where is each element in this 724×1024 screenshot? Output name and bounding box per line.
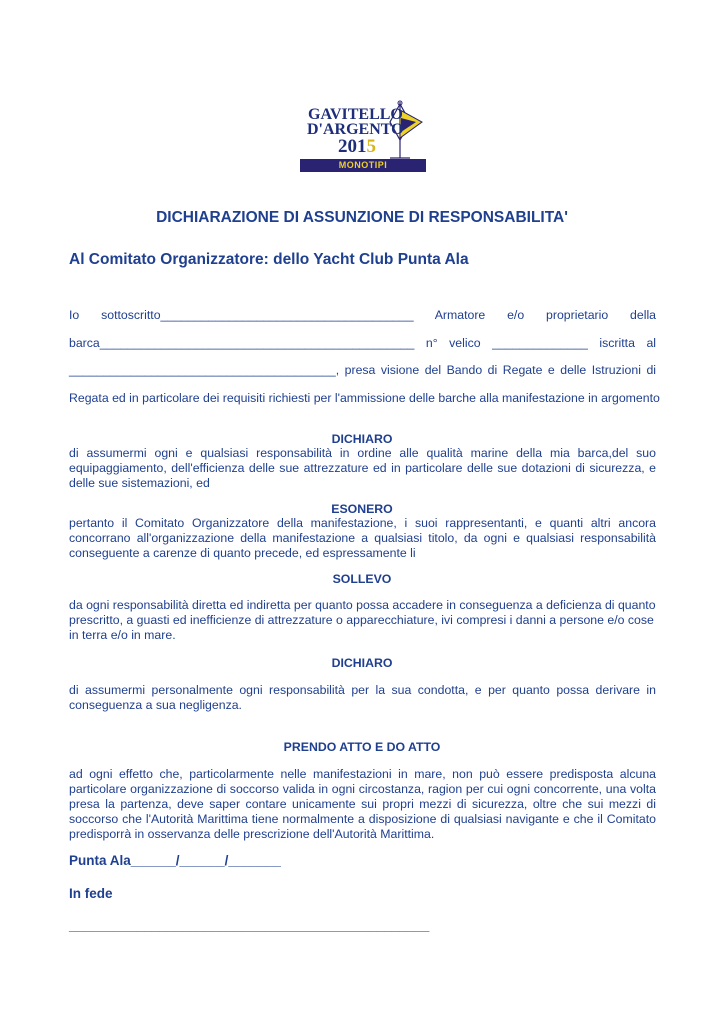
section-heading-sollevo: SOLLEVO xyxy=(332,572,392,586)
logo-banner-text: MONOTIPI xyxy=(338,160,388,170)
document-subtitle: Al Comitato Organizzatore: dello Yacht Club Punta Ala xyxy=(69,251,469,268)
form-line-1: Io sottoscritto_____________________________________ Armatore e/o proprietario della xyxy=(69,308,657,322)
section-heading-esonero: ESONERO xyxy=(331,502,393,516)
section-text-dichiaro-2: di assumermi personalmente ogni responsabilità per la sua condotta, e per quanto possa derivare in conseguenza a sua negligenza. xyxy=(69,683,656,712)
place-date-field[interactable]: Punta Ala______/______/_______ xyxy=(69,853,281,868)
section-text-prendo-atto: ad ogni effetto che, particolarmente nelle manifestazioni in mare, non può essere predisposta alcuna particolare organizzazione di soccorso valida in ogni circostanza, ragion per cui ogni concorrente, una volta presa la partenza, deve saper contare unicamente sui propri mezzi di sicurezza, oltre che sui mezzi di soccorso che l'Autorità Marittima tiene normalmente a disposizione di qualsiasi navigante e che il Comitato predisporrà in osservanza delle prescrizione dell'Autorità Marittima. xyxy=(69,767,656,841)
section-heading-dichiaro-1: DICHIARO xyxy=(331,432,393,446)
logo-year-suffix: 5 xyxy=(366,136,376,157)
section-text-sollevo: da ogni responsabilità diretta ed indiretta per quanto possa accadere in conseguenza a deficienza di quanto prescritto, a guasti ed inefficienze di attrezzature o apparecchiature, ivi compresi i danni a persone e/o cose in terra e/o in mare. xyxy=(69,598,656,642)
form-line-4: Regata ed in particolare dei requisiti richiesti per l'ammissione delle barche alla manifestazione in argomento xyxy=(69,391,660,405)
logo-year-prefix: 201 xyxy=(338,136,367,157)
section-text-dichiaro-1: di assumermi ogni e qualsiasi responsabilità in ordine alle qualità marine della mia barca,del suo equipaggiamento, dell'efficienza delle sue attrezzature ed in particolare delle sue dotazioni di sicurezza, e delle sue sistemazioni, ed xyxy=(69,446,656,490)
form-line-3: _______________________________________, presa visione del Bando di Regate e delle Istruzioni di xyxy=(69,363,657,377)
document-title: DICHIARAZIONE DI ASSUNZIONE DI RESPONSABILITA' xyxy=(156,209,568,226)
in-fede-label: In fede xyxy=(69,886,113,901)
gavitello-logo xyxy=(300,100,428,174)
logo-year xyxy=(338,136,376,158)
logo-line1: GAVITELLO xyxy=(308,106,403,123)
section-text-esonero: pertanto il Comitato Organizzatore della manifestazione, i suoi rappresentanti, e quanti altri ancora concorrano all'organizzazione della manifestazione a qualsiasi titolo, da ogni e qualsiasi responsabilità conseguente a carenze di quanto precede, ed espressamente li xyxy=(69,516,656,560)
section-heading-dichiaro-2: DICHIARO xyxy=(331,656,393,670)
section-heading-prendo-atto: PRENDO ATTO E DO ATTO xyxy=(283,740,441,754)
form-line-2: barca______________________________________________ n° velico ______________ iscritta al xyxy=(69,336,657,350)
signature-line[interactable]: ________________________________________________ xyxy=(69,918,430,933)
logo-line2: D'ARGENTO xyxy=(307,121,404,138)
